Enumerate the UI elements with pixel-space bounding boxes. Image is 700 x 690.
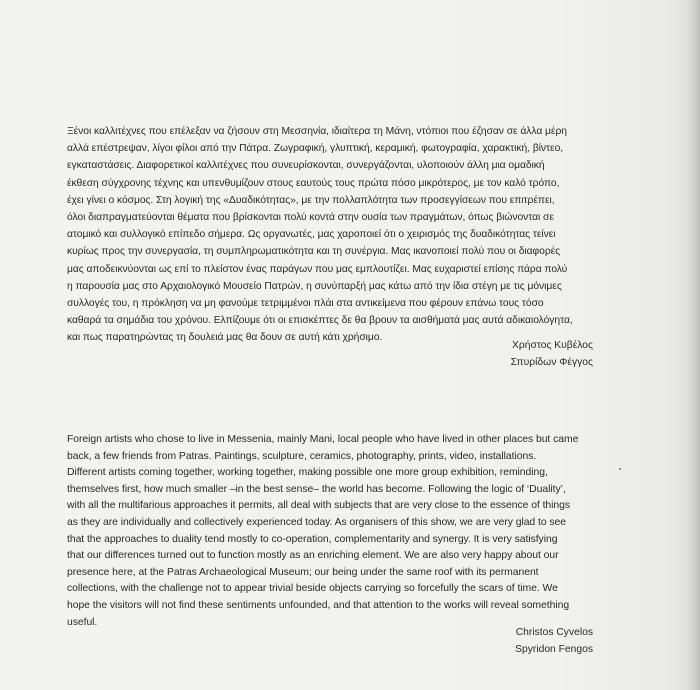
text-line: αλλά επέστρεψαν, λίγοι φίλοι από την Πάτρα. Ζωγραφική, γλυπτική, κεραμική, φωτογραφία, χαρακτική, βίντεο, — [67, 143, 564, 155]
text-line: έκθεση σύγχρονης τέχνης και υπενθυμίζουν στους εαυτούς τους πρώτα πόσο μικρότερος, με τον καλό τρόπο, — [67, 177, 560, 189]
text-line: useful. — [67, 616, 98, 628]
page-edge-shadow — [686, 0, 700, 690]
text-line: Foreign artists who chose to live in Messenia, mainly Mani, local people who have lived in other places but came — [67, 434, 579, 445]
text-line: that our differences turned out to function mostly as an enriching element. We are also very happy about our — [67, 550, 559, 562]
signature-name: Christos Cyvelos — [515, 627, 593, 638]
text-line: as they are individually and collectively experienced today. As organisers of this show, we are very glad to see — [67, 516, 567, 528]
greek-paragraph — [67, 123, 607, 347]
english-signatures — [515, 624, 593, 658]
text-line: hope the visitors will not find these sentiments unfounded, and that attention to the works will reveal something — [67, 599, 570, 611]
text-line: μας αποδεικνύονται ως επί το πλείστον ένας παράγων που μας εμπλουτίζει. Μας ευχαριστεί επίσης πάρα πολύ — [67, 263, 568, 275]
text-line: back, a few friends from Patras. Paintings, sculpture, ceramics, photography, prints, video, installations. — [67, 450, 537, 462]
text-line: έχει γίνει ο κόσμος. Στη λογική της «Δυαδικότητας», με την πολλαπλότητα των προσεγγίσεων που επιτρέπει, — [67, 194, 555, 206]
text-line: that the approaches to duality tend mostly to co-operation, complementarity and synergy. It is very satisfying — [67, 533, 558, 545]
text-line: ατομικό και συλλογικό επίπεδο σήμερα. Ως οργανωτές, μας χαροποιεί ότι ο χειρισμός της δυαδικότητας τείνει — [67, 229, 556, 241]
text-line: συλλογές του, η πρόκληση να μη φανούμε τετριμμένοι πλάι στα αντικείμενα που φέρουν επάνω τους τόσο — [67, 298, 544, 310]
text-line: with all the multifarious approaches it permits, all deal with subjects that are very close to the essence of things — [67, 500, 571, 512]
signature-name: Spyridon Fengos — [515, 644, 593, 655]
text-line: και πως παρατηρώντας τη δουλειά μας θα δουν σε αυτή κάτι χρήσιμο. — [67, 332, 383, 344]
text-line: themselves first, how much smaller –in the best sense– the world has become. Following the logic of ‘Duality’, — [67, 483, 566, 495]
signature-name: Χρήστος Κυβέλος — [512, 340, 593, 351]
text-line: εγκαταστάσεις. Διαφορετικοί καλλιτέχνες που συνευρίσκονται, συνεργάζονται, υλοποιούν άλλη μια ομαδική — [67, 160, 545, 172]
text-line: καθαρά τα σημάδια του χρόνου. Ελπίζουμε ότι οι επισκέπτες δε θα βρουν τα αισθήματά μας αυτά αδικαιολόγητα, — [67, 315, 573, 327]
english-paragraph — [67, 432, 607, 631]
text-line: η παρουσία μας στο Αρχαιολογικό Μουσείο Πατρών, η συνύπαρξή μας κάτω από την ίδια στέγη με τις μόνιμες — [67, 280, 562, 292]
text-line: Ξένοι καλλιτέχνες που επέλεξαν να ζήσουν στη Μεσσηνία, ιδιαίτερα τη Μάνη, ντόπιοι που έζησαν σε άλλα μέρη — [67, 126, 567, 137]
text-line: όλοι διαπραγματεύονται θέματα που βρίσκονται πολύ κοντά στην ουσία των πραγμάτων, όπως βιώνονται σε — [67, 212, 554, 224]
greek-signatures — [511, 337, 593, 371]
text-line: κυρίως προς την συνεργασία, τη συμπληρωματικότητα και τη συνέργια. Μας ικανοποιεί πολύ που οι διαφορές — [67, 246, 561, 258]
text-line: presence here, at the Patras Archaeological Museum; our being under the same roof with its permanent — [67, 566, 539, 578]
text-line: collections, with the challenge not to appear trivial beside objects carrying so forcefully the scars of time. We — [67, 583, 558, 595]
text-line: Different artists coming together, working together, making possible one more group exhibition, reminding, — [67, 467, 548, 479]
signature-name: Σπυρίδων Φέγγος — [510, 357, 593, 368]
paper-speck — [619, 468, 621, 470]
